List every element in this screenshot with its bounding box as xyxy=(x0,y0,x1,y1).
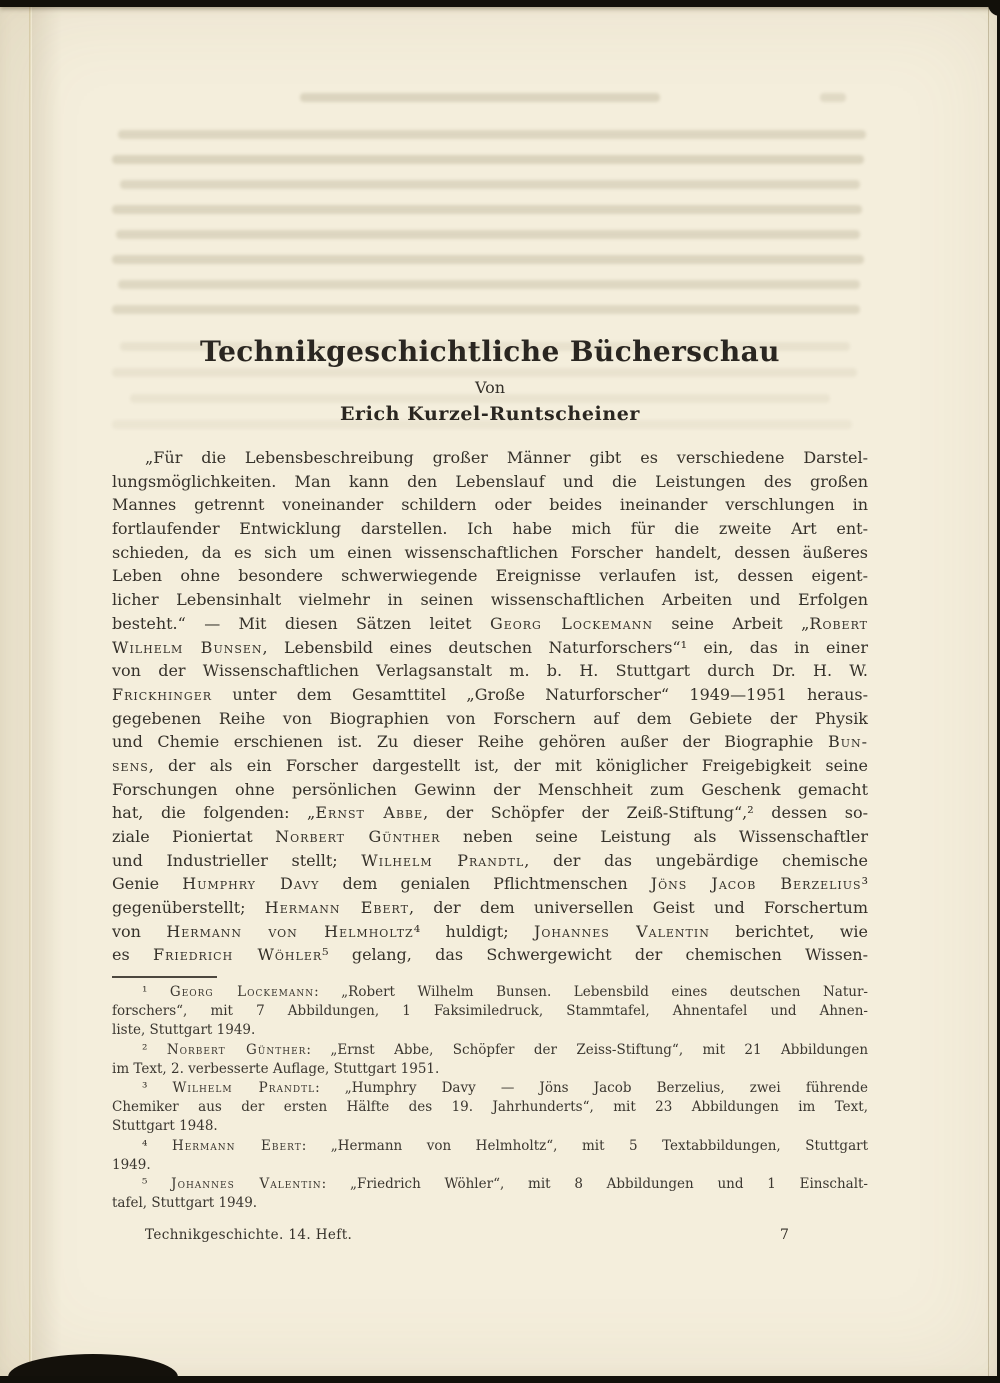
footnote-line: Chemiker aus der ersten Hälfte des 19. Jahrhunderts“, mit 23 Abbildungen im Text, xyxy=(112,1099,868,1116)
paper xyxy=(0,7,997,1376)
body-line: „Für die Lebensbeschreibung großer Männer gibt es verschiedene Darstel- xyxy=(145,448,868,467)
journal-footer-label: Technikgeschichte. 14. Heft. xyxy=(145,1227,353,1243)
body-line: Leben ohne besondere schwerwiegende Ereignisse verlaufen ist, dessen eigent- xyxy=(112,566,868,586)
body-line: hat, die folgenden: „Ernst Abbe, der Schöpfer der Zeiß-Stiftung“,² dessen so- xyxy=(112,803,869,823)
body-line: und Industrieller stellt; Wilhelm Prandtl, der das ungebärdige chemische xyxy=(112,850,869,870)
page-title: Technikgeschichtliche Bücherschau xyxy=(200,335,780,368)
footnote-separator-rule xyxy=(112,976,217,978)
footnote-line: liste, Stuttgart 1949. xyxy=(112,1022,256,1039)
body-line: Wilhelm Bunsen, Lebensbild eines deutschen Naturforschers“¹ ein, das in einer xyxy=(112,637,869,657)
footnote-line: ¹ Georg Lockemann: „Robert Wilhelm Bunsen. Lebensbild eines deutschen Natur- xyxy=(142,984,868,1000)
footnote-line: forschers“, mit 7 Abbildungen, 1 Faksimiledruck, Stammtafel, Ahnentafel und Ahnen- xyxy=(112,1003,868,1020)
body-line: ziale Pioniertat Norbert Günther neben seine Leistung als Wissenschaftler xyxy=(112,827,869,846)
body-line: besteht.“ — Mit diesen Sätzen leitet Georg Lockemann seine Arbeit „Robert xyxy=(112,613,868,633)
body-line: Genie Humphry Davy dem genialen Pflichtmenschen Jöns Jacob Berzelius³ xyxy=(112,874,868,894)
body-line: Forschungen ohne persönlichen Gewinn der Menschheit zum Geschenk gemacht xyxy=(112,779,868,799)
footnote-line: ² Norbert Günther: „Ernst Abbe, Schöpfer der Zeiss-Stiftung“, mit 21 Abbildungen xyxy=(142,1041,869,1058)
footnote-line: ⁴ Hermann Ebert: „Hermann von Helmholtz“, mit 5 Textabbildungen, Stuttgart xyxy=(142,1137,869,1154)
body-line: sens, der als ein Forscher dargestellt ist, der mit königlicher Freigebigkeit seine xyxy=(112,755,868,775)
body-line: schieden, da es sich um einen wissenschaftlichen Forscher handelt, dessen äußeres xyxy=(112,542,868,562)
body-line: fortlaufender Entwicklung darstellen. Ich habe mich für die zweite Art ent- xyxy=(112,519,868,539)
footnote-line: tafel, Stuttgart 1949. xyxy=(112,1195,258,1212)
body-line: gegenüberstellt; Hermann Ebert, der dem universellen Geist und Forschertum xyxy=(112,898,869,918)
body-line: licher Lebensinhalt vielmehr in seinen wissenschaftlichen Arbeiten und Erfolgen xyxy=(112,590,868,610)
scan-edge-bottom xyxy=(0,1376,1000,1383)
footnote-line: im Text, 2. verbesserte Auflage, Stuttgart 1951. xyxy=(112,1060,440,1077)
footnote-line: ⁵ Johannes Valentin: „Friedrich Wöhler“, mit 8 Abbildungen und 1 Einschalt- xyxy=(142,1175,868,1192)
footnotes-block xyxy=(112,984,868,1214)
footnote-line: Stuttgart 1948. xyxy=(112,1118,218,1135)
author-name: Erich Kurzel-Runtscheiner xyxy=(339,403,641,425)
body-line: Frickhinger unter dem Gesamttitel „Große Naturforscher“ 1949—1951 heraus- xyxy=(112,684,868,704)
body-line: es Friedrich Wöhler⁵ gelang, das Schwergewicht der chemischen Wissen- xyxy=(112,945,868,965)
body-line: Mannes getrennt voneinander schildern oder beides ineinander verschlungen in xyxy=(112,495,868,515)
footnote-line: ³ Wilhelm Prandtl: „Humphry Davy — Jöns Jacob Berzelius, zwei führende xyxy=(142,1079,869,1096)
scan-edge-top xyxy=(0,0,1000,7)
body-line: gegebenen Reihe von Biographien von Forschern auf dem Gebiete der Physik xyxy=(112,708,868,728)
page-number: 7 xyxy=(780,1227,789,1243)
body-line: und Chemie erschienen ist. Zu dieser Reihe gehören außer der Biographie Bun- xyxy=(112,732,868,752)
footnote-line: 1949. xyxy=(112,1156,151,1173)
body-line: lungsmöglichkeiten. Man kann den Lebenslauf und die Leistungen des großen xyxy=(112,471,868,491)
body-line: von der Wissenschaftlichen Verlagsanstalt m. b. H. Stuttgart durch Dr. H. W. xyxy=(112,661,868,681)
body-paragraph xyxy=(112,448,868,969)
byline: Von xyxy=(474,378,506,397)
body-line: von Hermann von Helmholtz⁴ huldigt; Johannes Valentin berichtet, wie xyxy=(112,921,869,941)
